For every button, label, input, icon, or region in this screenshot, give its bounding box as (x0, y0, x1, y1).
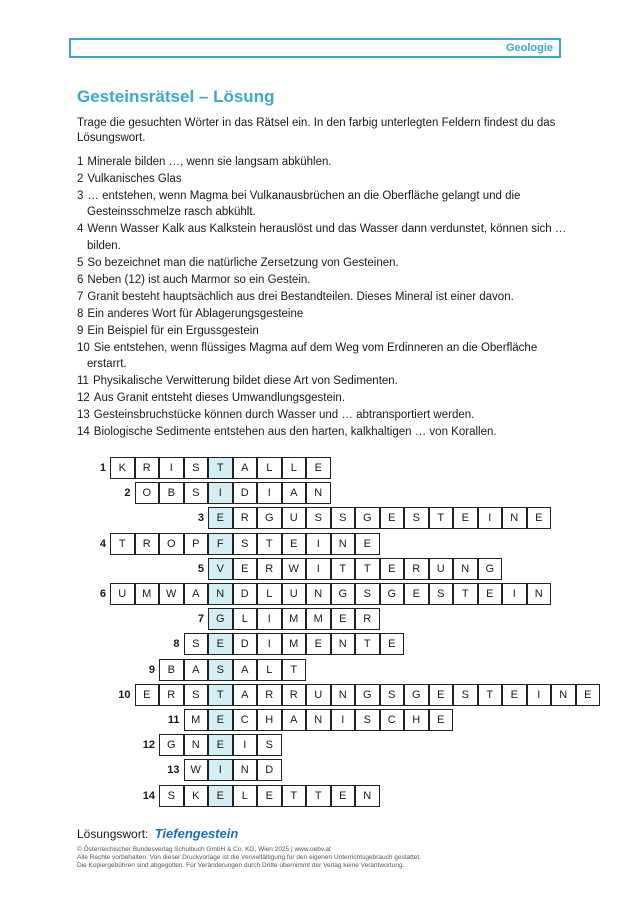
letter-cell: L (233, 785, 258, 807)
letter-cell: N (502, 507, 527, 529)
solution-cell: T (208, 684, 233, 706)
row-number: 12 (142, 739, 155, 752)
letter-cell: T (282, 659, 307, 681)
letter-cell: E (527, 507, 552, 529)
letter-cell: U (429, 558, 454, 580)
solution-cell: E (208, 709, 233, 731)
solution-cell: E (208, 633, 233, 655)
letter-cell: I (306, 558, 331, 580)
letter-cell: L (257, 659, 282, 681)
letter-cell: G (380, 583, 405, 605)
letter-cell: N (331, 633, 356, 655)
letter-cell: T (453, 583, 478, 605)
letter-cell: N (551, 684, 576, 706)
letter-cell: R (355, 608, 380, 630)
letter-cell: I (257, 482, 282, 504)
letter-cell: S (429, 583, 454, 605)
letter-cell: R (257, 684, 282, 706)
letter-cell: S (184, 684, 209, 706)
letter-cell: N (331, 533, 356, 555)
letter-cell: S (184, 457, 209, 479)
row-number: 13 (167, 764, 180, 777)
letter-cell: D (233, 583, 258, 605)
letter-cell: E (380, 558, 405, 580)
footer-line: Alle Rechte vorbehalten. Von dieser Druckvorlage ist die Vervielfältigung für den eigenen Unterrichtsgebrauch gestattet. (77, 854, 421, 861)
letter-cell: M (184, 709, 209, 731)
solution-cell: I (208, 482, 233, 504)
letter-cell: S (159, 785, 184, 807)
letter-cell: E (404, 583, 429, 605)
letter-cell: T (478, 684, 503, 706)
letter-cell: E (306, 633, 331, 655)
letter-cell: A (233, 684, 258, 706)
letter-cell: L (257, 583, 282, 605)
solution-cell: F (208, 533, 233, 555)
letter-cell: E (306, 457, 331, 479)
letter-cell: I (331, 709, 356, 731)
solution-cell: T (208, 457, 233, 479)
letter-cell: I (257, 633, 282, 655)
letter-cell: U (306, 684, 331, 706)
letter-cell: E (282, 533, 307, 555)
letter-cell: I (527, 684, 552, 706)
row-number: 8 (173, 638, 180, 651)
letter-cell: D (233, 633, 258, 655)
row-number: 6 (99, 588, 106, 600)
letter-cell: K (110, 457, 135, 479)
letter-cell: I (478, 507, 503, 529)
letter-cell: M (135, 583, 160, 605)
letter-cell: N (306, 482, 331, 504)
letter-cell: S (355, 583, 380, 605)
letter-cell: E (233, 558, 258, 580)
letter-cell: T (429, 507, 454, 529)
clue-item: 3 … entstehen, wenn Magma bei Vulkanausbrüchen an die Oberfläche gelangt und die Gesteinsschmelze rasch abkühlt. (77, 190, 521, 219)
clue-item: 1 Minerale bilden …, wenn sie langsam abkühlen. (77, 156, 332, 168)
letter-cell: S (306, 507, 331, 529)
letter-cell: G (257, 507, 282, 529)
letter-cell: I (159, 457, 184, 479)
solution-cell: S (208, 659, 233, 681)
clue-item: 6 Neben (12) ist auch Marmor so ein Gestein. (77, 273, 311, 286)
footer-line: © Österreichischer Bundesverlag Schulbuch GmbH & Co. KG, Wien 2025 | www.oebv.at (77, 846, 331, 853)
clue-item: 2 Vulkanisches Glas (77, 173, 182, 185)
clue-item: 8 Ein anderes Wort für Ablagerungsgesteine (77, 307, 304, 320)
letter-cell: G (355, 684, 380, 706)
row-number: 3 (197, 512, 204, 525)
letter-cell: B (159, 482, 184, 504)
letter-cell: I (257, 608, 282, 630)
letter-cell: R (257, 558, 282, 580)
letter-cell: R (135, 457, 160, 479)
letter-cell: S (453, 684, 478, 706)
letter-cell: S (380, 684, 405, 706)
solution-cell: E (208, 785, 233, 807)
letter-cell: N (306, 709, 331, 731)
letter-cell: P (184, 533, 209, 555)
letter-cell: E (380, 633, 405, 655)
letter-cell: A (233, 457, 258, 479)
letter-cell: E (257, 785, 282, 807)
letter-cell: R (135, 533, 160, 555)
instructions: Trage die gesuchten Wörter in das Rätsel ein. In den farbig unterlegten Feldern findest du das Lösungswort. (77, 117, 556, 144)
letter-cell: I (502, 583, 527, 605)
letter-cell: H (404, 709, 429, 731)
clue-item: 5 So bezeichnet man die natürliche Zersetzung von Gesteinen. (77, 256, 399, 269)
letter-cell: T (110, 533, 135, 555)
solution-cell: E (208, 507, 233, 529)
letter-cell: W (159, 583, 184, 605)
copyright-footer (77, 846, 597, 870)
letter-cell: M (282, 608, 307, 630)
letter-cell: R (404, 558, 429, 580)
letter-cell: E (429, 709, 454, 731)
clue-item: 12 Aus Granit entsteht dieses Umwandlungsgestein. (77, 392, 346, 405)
solution-label: Lösungswort: (77, 827, 149, 841)
letter-cell: A (282, 482, 307, 504)
row-number: 1 (99, 462, 106, 474)
row-number: 4 (99, 537, 106, 550)
row-number: 10 (118, 688, 131, 701)
letter-cell: H (257, 709, 282, 731)
letter-cell: G (159, 734, 184, 756)
clue-item: 7 Granit besteht hauptsächlich aus drei Bestandteilen. Dieses Mineral ist einer davon. (77, 290, 514, 303)
solution-cell: N (208, 583, 233, 605)
solution-cell: G (208, 608, 233, 630)
letter-cell: T (355, 633, 380, 655)
row-number: 14 (142, 789, 155, 802)
letter-cell: S (355, 709, 380, 731)
letter-cell: S (404, 507, 429, 529)
row-number: 7 (197, 613, 204, 626)
letter-cell: I (306, 533, 331, 555)
letter-cell: D (257, 759, 282, 781)
letter-cell: T (306, 785, 331, 807)
letter-cell: W (282, 558, 307, 580)
letter-cell: N (453, 558, 478, 580)
solution-cell: V (208, 558, 233, 580)
letter-cell: N (331, 684, 356, 706)
letter-cell: T (355, 558, 380, 580)
letter-cell: E (331, 785, 356, 807)
letter-cell: G (355, 507, 380, 529)
letter-cell: E (355, 533, 380, 555)
letter-cell: G (478, 558, 503, 580)
letter-cell: L (257, 457, 282, 479)
letter-cell: E (502, 684, 527, 706)
letter-cell: R (282, 684, 307, 706)
letter-cell: C (380, 709, 405, 731)
row-number: 11 (167, 714, 180, 726)
letter-cell: S (184, 482, 209, 504)
letter-cell: K (184, 785, 209, 807)
solution-cell: E (208, 734, 233, 756)
letter-cell: N (527, 583, 552, 605)
letter-cell: T (282, 785, 307, 807)
letter-cell: I (233, 734, 258, 756)
letter-cell: N (306, 583, 331, 605)
letter-cell: N (184, 734, 209, 756)
page-title: Gesteinsrätsel – Lösung (77, 87, 275, 106)
letter-cell: E (576, 684, 601, 706)
letter-cell: L (282, 457, 307, 479)
letter-cell: R (159, 684, 184, 706)
letter-cell: W (184, 759, 209, 781)
letter-cell: N (233, 759, 258, 781)
clue-item: 10 Sie entstehen, wenn flüssiges Magma auf dem Weg vom Erdinneren an die Oberfläche erstarrt. (77, 341, 538, 371)
letter-cell: E (380, 507, 405, 529)
letter-cell: A (282, 709, 307, 731)
letter-cell: A (233, 659, 258, 681)
letter-cell: S (233, 533, 258, 555)
letter-cell: U (110, 583, 135, 605)
letter-cell: C (233, 709, 258, 731)
letter-cell: S (331, 507, 356, 529)
letter-cell: L (233, 608, 258, 630)
letter-cell: A (184, 583, 209, 605)
letter-cell: O (159, 533, 184, 555)
letter-cell: D (233, 482, 258, 504)
row-number: 9 (148, 663, 155, 676)
letter-cell: U (282, 583, 307, 605)
letter-cell: E (331, 608, 356, 630)
letter-cell: T (257, 533, 282, 555)
letter-cell: E (478, 583, 503, 605)
letter-cell: T (331, 558, 356, 580)
letter-cell: E (135, 684, 160, 706)
letter-cell: O (135, 482, 160, 504)
letter-cell: S (257, 734, 282, 756)
clue-item: 13 Gesteinsbruchstücke können durch Wasser und … abtransportiert werden. (77, 409, 475, 422)
row-number: 5 (197, 562, 204, 575)
letter-cell: M (282, 633, 307, 655)
clue-item: 9 Ein Beispiel für ein Ergussgestein (77, 324, 259, 337)
letter-cell: A (184, 659, 209, 681)
letter-cell: N (355, 785, 380, 807)
row-number: 2 (124, 487, 131, 500)
letter-cell: R (233, 507, 258, 529)
subject-label: Geologie (505, 42, 553, 54)
letter-cell: G (331, 583, 356, 605)
letter-cell: M (306, 608, 331, 630)
solution-word: Tiefengestein (154, 826, 239, 841)
letter-cell: B (159, 659, 184, 681)
solution-cell: I (208, 759, 233, 781)
solution-line (77, 826, 238, 841)
footer-line: Die Kopiergebühren sind abgegolten. Für Veränderungen durch Dritte übernimmt der Verlag keine Verantwortung. (77, 862, 405, 869)
clue-item: 14 Biologische Sedimente entstehen aus den harten, kalkhaltigen … von Korallen. (77, 426, 497, 439)
letter-cell: U (282, 507, 307, 529)
letter-cell: E (453, 507, 478, 529)
letter-cell: G (404, 684, 429, 706)
clue-item: 11 Physikalische Verwitterung bildet diese Art von Sedimenten. (77, 375, 398, 388)
letter-cell: E (429, 684, 454, 706)
letter-cell: S (184, 633, 209, 655)
clue-item: 4 Wenn Wasser Kalk aus Kalkstein herauslöst und das Wasser dann verdunstet, können sich … bilden. (77, 223, 567, 252)
